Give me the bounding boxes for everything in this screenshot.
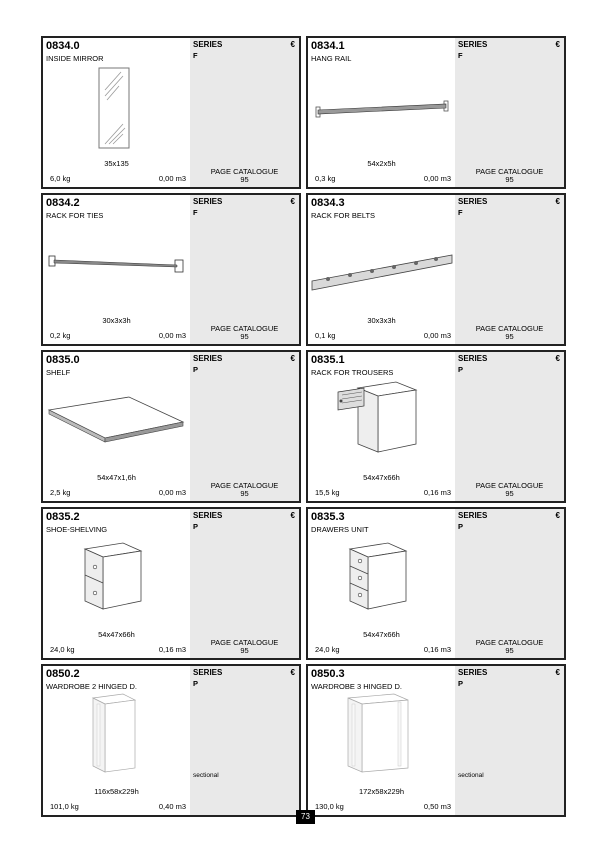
series-code: F <box>458 51 463 60</box>
product-dimensions: 54x47x1,6h <box>97 473 136 482</box>
page-catalogue <box>455 482 564 498</box>
trouser-rack-illustration <box>308 376 455 476</box>
series-code: P <box>458 365 464 374</box>
product-name: SHELF <box>46 368 71 377</box>
series-label: SERIES <box>193 40 223 49</box>
page-catalogue <box>455 639 564 655</box>
product-weight: 15,5 kg <box>315 488 340 497</box>
series-panel <box>455 38 564 187</box>
product-card <box>41 507 301 660</box>
product-volume: 0,00 m3 <box>423 331 451 340</box>
series-label: SERIES <box>458 511 488 520</box>
series-code: P <box>458 679 464 688</box>
product-card <box>306 664 566 817</box>
mirror-illustration <box>43 62 190 162</box>
product-name: RACK FOR TIES <box>46 211 104 220</box>
sectional-note: sectional <box>458 772 484 779</box>
shelf-illustration <box>43 376 190 476</box>
product-volume: 0,16 m3 <box>423 488 451 497</box>
product-dimensions: 116x58x229h <box>94 787 139 796</box>
product-volume: 0,50 m3 <box>423 802 451 811</box>
page-catalogue <box>190 325 299 341</box>
catalogue-page: 95 <box>505 489 514 498</box>
series-label: SERIES <box>458 668 488 677</box>
series-panel <box>455 509 564 658</box>
product-name: WARDROBE 2 HINGED D. <box>46 682 137 691</box>
series-label: SERIES <box>458 40 488 49</box>
series-panel <box>190 666 299 815</box>
product-card <box>306 507 566 660</box>
product-volume: 0,00 m3 <box>158 331 186 340</box>
product-card <box>41 350 301 503</box>
catalogue-page: 95 <box>240 646 249 655</box>
product-name: SHOE-SHELVING <box>46 525 108 534</box>
euro-symbol: € <box>555 197 560 206</box>
catalogue-label: PAGE CATALOGUE <box>475 167 544 176</box>
product-name: INSIDE MIRROR <box>46 54 104 63</box>
product-card <box>306 350 566 503</box>
product-weight: 0,1 kg <box>315 331 336 340</box>
product-weight: 24,0 kg <box>315 645 340 654</box>
page-number: 73 <box>296 810 315 824</box>
product-name: DRAWERS UNIT <box>311 525 369 534</box>
product-weight: 2,5 kg <box>50 488 71 497</box>
series-code: F <box>193 51 198 60</box>
sectional-note: sectional <box>193 772 219 779</box>
shoe-shelving-illustration <box>43 533 190 633</box>
product-dimensions: 54x2x5h <box>367 159 396 168</box>
series-panel <box>455 352 564 501</box>
catalogue-label: PAGE CATALOGUE <box>475 638 544 647</box>
euro-symbol: € <box>290 40 295 49</box>
product-code: 0835.0 <box>46 354 80 366</box>
catalogue-page: 95 <box>505 332 514 341</box>
catalogue-label: PAGE CATALOGUE <box>210 638 279 647</box>
product-card <box>41 36 301 189</box>
series-code: P <box>458 522 464 531</box>
euro-symbol: € <box>555 354 560 363</box>
series-panel <box>190 195 299 344</box>
series-code: P <box>193 522 199 531</box>
product-dimensions: 35x135 <box>104 159 129 168</box>
catalogue-page: 95 <box>240 489 249 498</box>
series-label: SERIES <box>193 197 223 206</box>
catalogue-page: 95 <box>505 175 514 184</box>
product-code: 0835.3 <box>311 511 345 523</box>
product-weight: 0,3 kg <box>315 174 336 183</box>
drawers-unit-illustration <box>308 533 455 633</box>
series-label: SERIES <box>458 354 488 363</box>
series-label: SERIES <box>193 668 223 677</box>
euro-symbol: € <box>555 40 560 49</box>
series-panel <box>190 352 299 501</box>
catalogue-page: 95 <box>505 646 514 655</box>
catalogue-page: 95 <box>240 332 249 341</box>
page-catalogue <box>190 639 299 655</box>
product-dimensions: 54x47x66h <box>363 630 400 639</box>
page-catalogue <box>190 482 299 498</box>
series-code: F <box>458 208 463 217</box>
product-volume: 0,16 m3 <box>158 645 186 654</box>
euro-symbol: € <box>290 354 295 363</box>
product-name: WARDROBE 3 HINGED D. <box>311 682 402 691</box>
hang-rail-illustration <box>308 62 455 162</box>
product-weight: 101,0 kg <box>50 802 79 811</box>
product-volume: 0,16 m3 <box>423 645 451 654</box>
series-label: SERIES <box>193 354 223 363</box>
series-panel <box>455 195 564 344</box>
catalogue-label: PAGE CATALOGUE <box>210 324 279 333</box>
series-label: SERIES <box>193 511 223 520</box>
product-weight: 130,0 kg <box>315 802 344 811</box>
product-card <box>306 36 566 189</box>
euro-symbol: € <box>555 511 560 520</box>
euro-symbol: € <box>290 197 295 206</box>
wardrobe-3-door-illustration <box>308 690 455 790</box>
euro-symbol: € <box>290 668 295 677</box>
product-code: 0834.0 <box>46 40 80 52</box>
page-catalogue <box>455 325 564 341</box>
product-code: 0834.1 <box>311 40 345 52</box>
product-code: 0850.3 <box>311 668 345 680</box>
product-code: 0835.1 <box>311 354 345 366</box>
product-dimensions: 172x58x229h <box>358 787 405 796</box>
product-name: RACK FOR BELTS <box>311 211 376 220</box>
series-label: SERIES <box>458 197 488 206</box>
product-weight: 24,0 kg <box>50 645 75 654</box>
product-volume: 0,00 m3 <box>158 488 186 497</box>
series-code: P <box>193 679 199 688</box>
page-catalogue <box>455 168 564 184</box>
product-weight: 0,2 kg <box>50 331 71 340</box>
product-volume: 0,00 m3 <box>158 174 186 183</box>
page-catalogue <box>190 168 299 184</box>
catalogue-label: PAGE CATALOGUE <box>475 324 544 333</box>
series-code: F <box>193 208 198 217</box>
tie-rack-illustration <box>43 219 190 319</box>
product-name: HANG RAIL <box>311 54 352 63</box>
product-weight: 6,0 kg <box>50 174 71 183</box>
series-panel <box>190 509 299 658</box>
product-dimensions: 54x47x66h <box>98 630 135 639</box>
product-volume: 0,00 m3 <box>423 174 451 183</box>
euro-symbol: € <box>555 668 560 677</box>
product-volume: 0,40 m3 <box>158 802 186 811</box>
product-name: RACK FOR TROUSERS <box>311 368 394 377</box>
product-card <box>41 664 301 817</box>
product-code: 0835.2 <box>46 511 80 523</box>
product-code: 0834.2 <box>46 197 80 209</box>
series-code: P <box>193 365 199 374</box>
catalogue-label: PAGE CATALOGUE <box>210 481 279 490</box>
product-dimensions: 54x47x66h <box>363 473 400 482</box>
belt-rack-illustration <box>308 219 455 319</box>
wardrobe-2-door-illustration <box>43 690 190 790</box>
series-panel <box>190 38 299 187</box>
catalogue-label: PAGE CATALOGUE <box>475 481 544 490</box>
product-card <box>41 193 301 346</box>
euro-symbol: € <box>290 511 295 520</box>
product-card <box>306 193 566 346</box>
series-panel <box>455 666 564 815</box>
product-code: 0834.3 <box>311 197 345 209</box>
product-dimensions: 30x3x3h <box>367 316 396 325</box>
product-code: 0850.2 <box>46 668 80 680</box>
catalogue-page: 95 <box>240 175 249 184</box>
product-dimensions: 30x3x3h <box>102 316 131 325</box>
catalogue-label: PAGE CATALOGUE <box>210 167 279 176</box>
